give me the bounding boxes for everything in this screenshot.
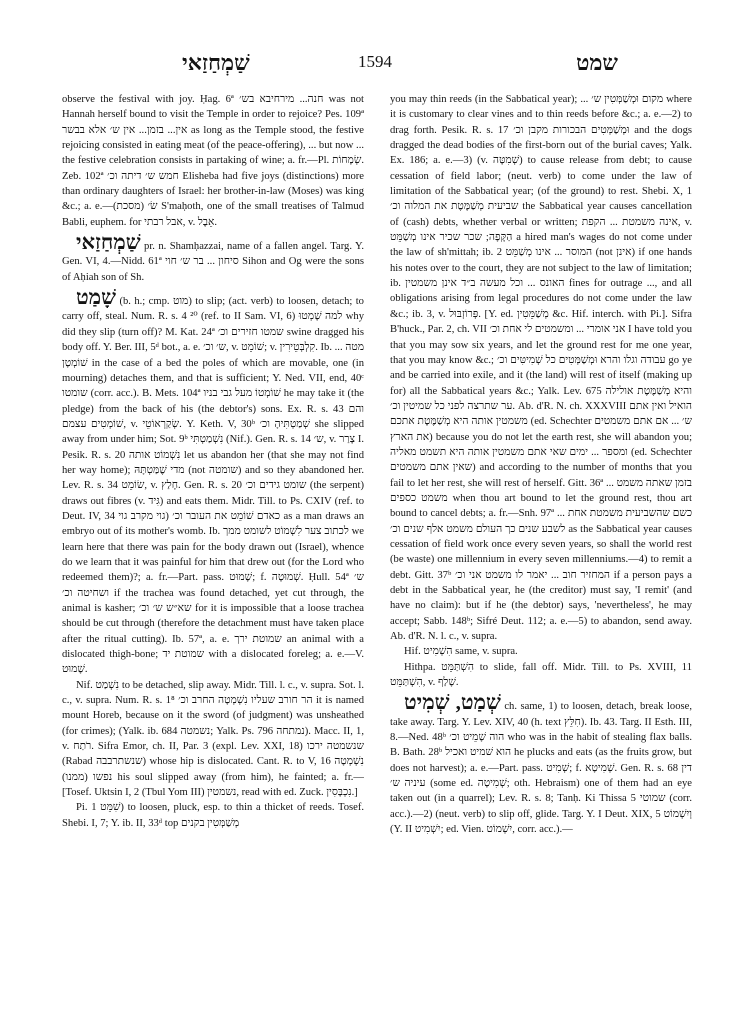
hif-subentry: Hif. הִשְׁמִיט same, v. supra. — [404, 646, 518, 658]
hithpa-subentry: Hithpa. הִשְׁתַּמֵּט to slide, fall off. Midr. Till. to Ps. XVIII, 11 הִשְׁתַּמֵּט, v. שָׁלַף. — [390, 661, 692, 689]
left-column — [62, 92, 364, 1004]
entry-headword: שְׁמַט, שְׁמִיט — [404, 690, 501, 715]
entry-shamat — [62, 285, 364, 678]
entry-shemat-aramaic — [390, 690, 692, 837]
entry-continuation: observe the festival with joy. Ḥag. 6ª חנה... מירחיבא בש׳ was not Hannah herself bound to visit the Temple in order to rejoice? Pes. 109ª אין... בזמן... אין ש׳ אלא בבשר as long as the Temple stood, the festive rejoicing consisted in eating meat (of the peace-offering), ... but now ... the festive celebration consists in partaking of wine; a. fr.—Pl. שְׂמָחוֹת. Zeb. 102ª חמש ש׳ דיתה וכ׳ Elisheba had five joys (distinctions) more than ordinary daughters of Israel: her brother-in-law (Moses) was king &c.; a. e.—(מסכת) שׂ׳ S'maḥoth, one of the small treatises of Talmud Babli, euphem. for אבל רבתי, v. אֵבֶל. — [62, 94, 364, 228]
entry-definition: ch. same, 1) to loosen, detach, break loose, take away. Targ. Y. Lev. XIV, 40 (h. text חִלֵּץ). Ib. 43. Targ. II Esth. III, 8.—Ned. 48ᵇ הוה שָׁמֵיט וכ׳ who was in the habit of stealing flax balls. B. Bath. 28ᵇ הוא שׁמיט ואכיל he plucks and eats (as the fruits grow, but does not harvest); a. e.—Part. pass. שְׁמִיט; f. שְׁמִיטָא. Gen. R. s. 68 דין עיניה ש׳ (some ed. שְׁמִיטָה; oth. Hebraism) one of them had an eye taken out (in a quarrel); Lev. R. s. 8; Tanḥ. Ki Thissa 5 שמוטי (corr. acc.).—2) (neut. verb) to slip off, glide. Targ. Y. I Deut. XIX, 5 וְיִשְׁמוֹט (Y. II יִשְׁמִיט; ed. Vien. יִשְׁמוֹט, corr. acc.).— — [390, 701, 692, 836]
page-header — [62, 50, 688, 80]
nif-subentry: Nif. נִשְׁמַט to be detached, slip away. Midr. Till. l. c., v. supra. Sot. l. c., v. supra. Num. R. s. 1⁸ הר חורב שעליו נִשְׁמְטָה החרב וכ׳ it is named mount Horeb, because on it the sword (of judgment) was unsheathed (for crimes); (Yalk. ib. 684 נשמטה; Yalk. Ps. 796 נמתחה). Macc. II, 1, v. רֹתַח. Sifra Emor, ch. II, Par. 3 (expl. Lev. XXI, 18) שנשמטה ירכו (Rabad שנשתרבבה) whose hip is dislocated. Cant. R. to V, 16 נִשְׁמְטָה נפשו (ממנו) his soul slipped away (from him), he fainted; a. fr.—[Tosef. Uktsin I, 2 (Tbul Yom III) נשמטין, read with ed. Zuck. נִכְבָּסִין.] — [62, 679, 364, 799]
right-running-headword: שמט — [576, 50, 618, 75]
entry-headword: שַׁמְחַזַאי — [76, 230, 141, 255]
entry-definition: (b. h.; cmp. מוט) to slip; (act. verb) to loosen, detach; to carry off, steal. Num. R. s. 4 ²⁰ (ref. to II Sam. VI, 6) למה שָׁמְטוּ why did they slip (turn off)? M. Kat. 24ª שמטו חזירים וכ׳ swine dragged his body off. Y. Ber. III, 5ᵈ bot., a. e. ש׳ וכ׳, v. שׁוֹמֵט; v. קִלְבְּטֵירִין. Ib. מטה ... שׁוֹמְטָן in the case of a bed the poles of which are movable, one (in mourning) detaches them, and that is sufficient; Y. Ned. VII, end, 40ᶜ שומטו (corr. acc.). B. Mets. 104ª שׁוֹמְטוֹ מעל גבי בניו he may take it (the pledge) from the back of his (the debtor's) sons. Ex. R. s. 43 והם שׁוֹמְטִים עצמם, v. שְׂקַרְאוֹטֵי. Y. Keth. V, 30ᵇ שְׁמַטְתִּיהָ וכ׳ she slipped away from under him; Sot. 9ᵇ נִשְׁמַטְתִּי (Nif.). Gen. R. s. 14 ש׳, v. צָרַר I. Pesik. R. s. 20 נִשְׁמוֹט אותה let us abandon her (that she may not find her way home); מדי שֶׁמַּטְתָּהּ (not שומטה) and so they abandoned her. Lev. R. s. 34 שׂוֹמֵט, v. חָלַץ. Gen. R. s. 20 שומט גידים וכ׳ (the serpent) draws out fibres (v. גִּיד) and eats them. Midr. Till. to Ps. CXIV (ref. to Deut. IV, 34 גוי מקרב גוי) כאדם שׁוֹמֵט את העובר וכ׳ as a man draws an embryo out of its mother's womb. Ib. לכתוב צער לִשְׁמוֹט לשומט ממך we learn here that there was pain for the body drawn out (Israel), whence do we learn that it was painful for him that drew out (for the Lord who redeemed them)?; a. fr.—Part. pass. שָׁמוּט; f. שְׁמוּטָה. Ḥull. 54ª ש׳ ושחיטה וכ׳ if the trachea was found detached, yet cut through, the animal is kasher; שא״ש ש׳ וכ׳ for it is impossible that a loose trachea should be cut through (therefore the detachment must have taken place after the ritual cutting). Ib. 57ª, a. e. שמוטת ירך an animal with a dislocated thigh-bone; שמוטת יד with a dislocated foreleg; a. e.—V. שָׁמוּט. — [62, 296, 364, 676]
entry-headword: שָׁמַט — [76, 285, 117, 310]
left-running-headword: שַׁמְחַזַאי — [182, 50, 250, 75]
entry-shamhazzai — [62, 230, 364, 285]
entry-definition: pr. n. Shamḥazzai, name of a fallen angel. Targ. Y. Gen. VI, 4.—Nidd. 61ª סיחון ... בר ש׳ חוי Sihon and Og were the sons of Aḥiah son of Sh. — [62, 241, 364, 283]
pi-subentry-continuation: you may thin reeds (in the Sabbatical year); ... מקום וּמְשַׁמְּטִין ש׳ where it is customary to clear vines and to thin reeds before &c.; a. e.—2) to drag forth. Pesik. R. s. 17 וּמְשַׁמְּטִים הבכורות מקבן וכ׳ and the dogs dragged the dead bodies of the first-born out of the burial caves; Yalk. Ex. 186; a. e.—3) (v. שְׁמִטָּה) to cause release from debt; to cause cessation of field labor; (neut. verb) to come under the law of limitation of the Sabbatical year; (of the ground) to rest. Shebi. X, 1 שביעית מְשַׁמֶּטֶת את המלוה וכ׳ the Sabbatical year causes cancellation of (cash) debts, whether verbal or written; אינה משמטת ... הקפת, v. הַקָּפָה; שכר שכיר אינו מְשַׁמֵּט a hired man's wages do not come under the law of sh'mittah; ib. 2 המוסר ... אינו מְשַׁמֵּט (not אינן) if one hands his notes over to the court, they are not subject to the law of limitation; ib. האונס ... וכל מעשה ב״ד אינן משמטין fines for outrage ..., and all obligations arising from legal procedures do not come under the law &c.; ib. 3, v. פְּרוֹזְבּוּל. [Y. ed. מְשַׁמֵּטִין &c. Hif. interch. with Pi.]. Sifra B'huck., Par. 2, ch. VII אני אומרי ... ומשמטים לי אחת וכ׳ I have told you that you may sow six years, and let the ground rest for me one year, that you may know &c.; עבודה וגלו והרא וּמְשַׁמְּטִים כל שְׁמִיטִּים וכ׳ go ye and be carried into exile, and it (the land) will rest of itself (making up for) all the Sabbatical years &c.; Yalk. Lev. 675 והיא מְשַׁמֶּטֶת אולילה ער שתרצה לפני כל שמיטין וכ׳. Ab. d'R. N. ch. XXXVIII הואיל ואין אתם משמטין אותה היא מְשַׁמֶּטֶת אתכם (ed. Schechter ש׳ ... אם אתם משמטים את הארץ) because you do not let the earth rest, she will abandon you; ומספר ... ימים שאי אתם משמטין אותה היא תשמט מאליה (ed. Schechter שאין אתם משמטים) and according to the number of months that you fail to let her rest, she will rest of herself. Gitt. 36ª בזמן שאתה משמט ... משמט כספים when thou art bound to let the ground rest, thou art bound to cancel debts; a. fr.—Snh. 97ª ... כשם שהשביעית משמטת אחת לשבע שנים כך העולם משמט אלף שנים וכ׳ as the Sabbatical year causes cessation of field work once every seven years, so shall the world rest (be waste) one millennium in every seven millenniums.—4) to remit a debt. Gitt. 37ᵇ המחזיר חוב ... יאמר לו משמט אני וכ׳ if a person pays a debt in the Sabbatical year, he (the creditor) must say, 'I remit' (and have no claim): but if he (the debtor) says, 'nevertheless', he may accept; Sabb. 148ᵇ; Sifré Deut. 112; a. e.—5) to abandon, send away. Ab. d'R. N. l. c., v. supra. — [390, 94, 692, 643]
pi-subentry: Pi. שִׁמֵּט 1) to loosen, pluck, esp. to thin a thicket of reeds. Tosef. Shebi. I, 7; Y. ib. II, 33ᵈ top מְשַׁמְּטִין בקנים — [62, 802, 364, 829]
right-column — [390, 92, 692, 1004]
page-number: 1594 — [358, 52, 392, 71]
